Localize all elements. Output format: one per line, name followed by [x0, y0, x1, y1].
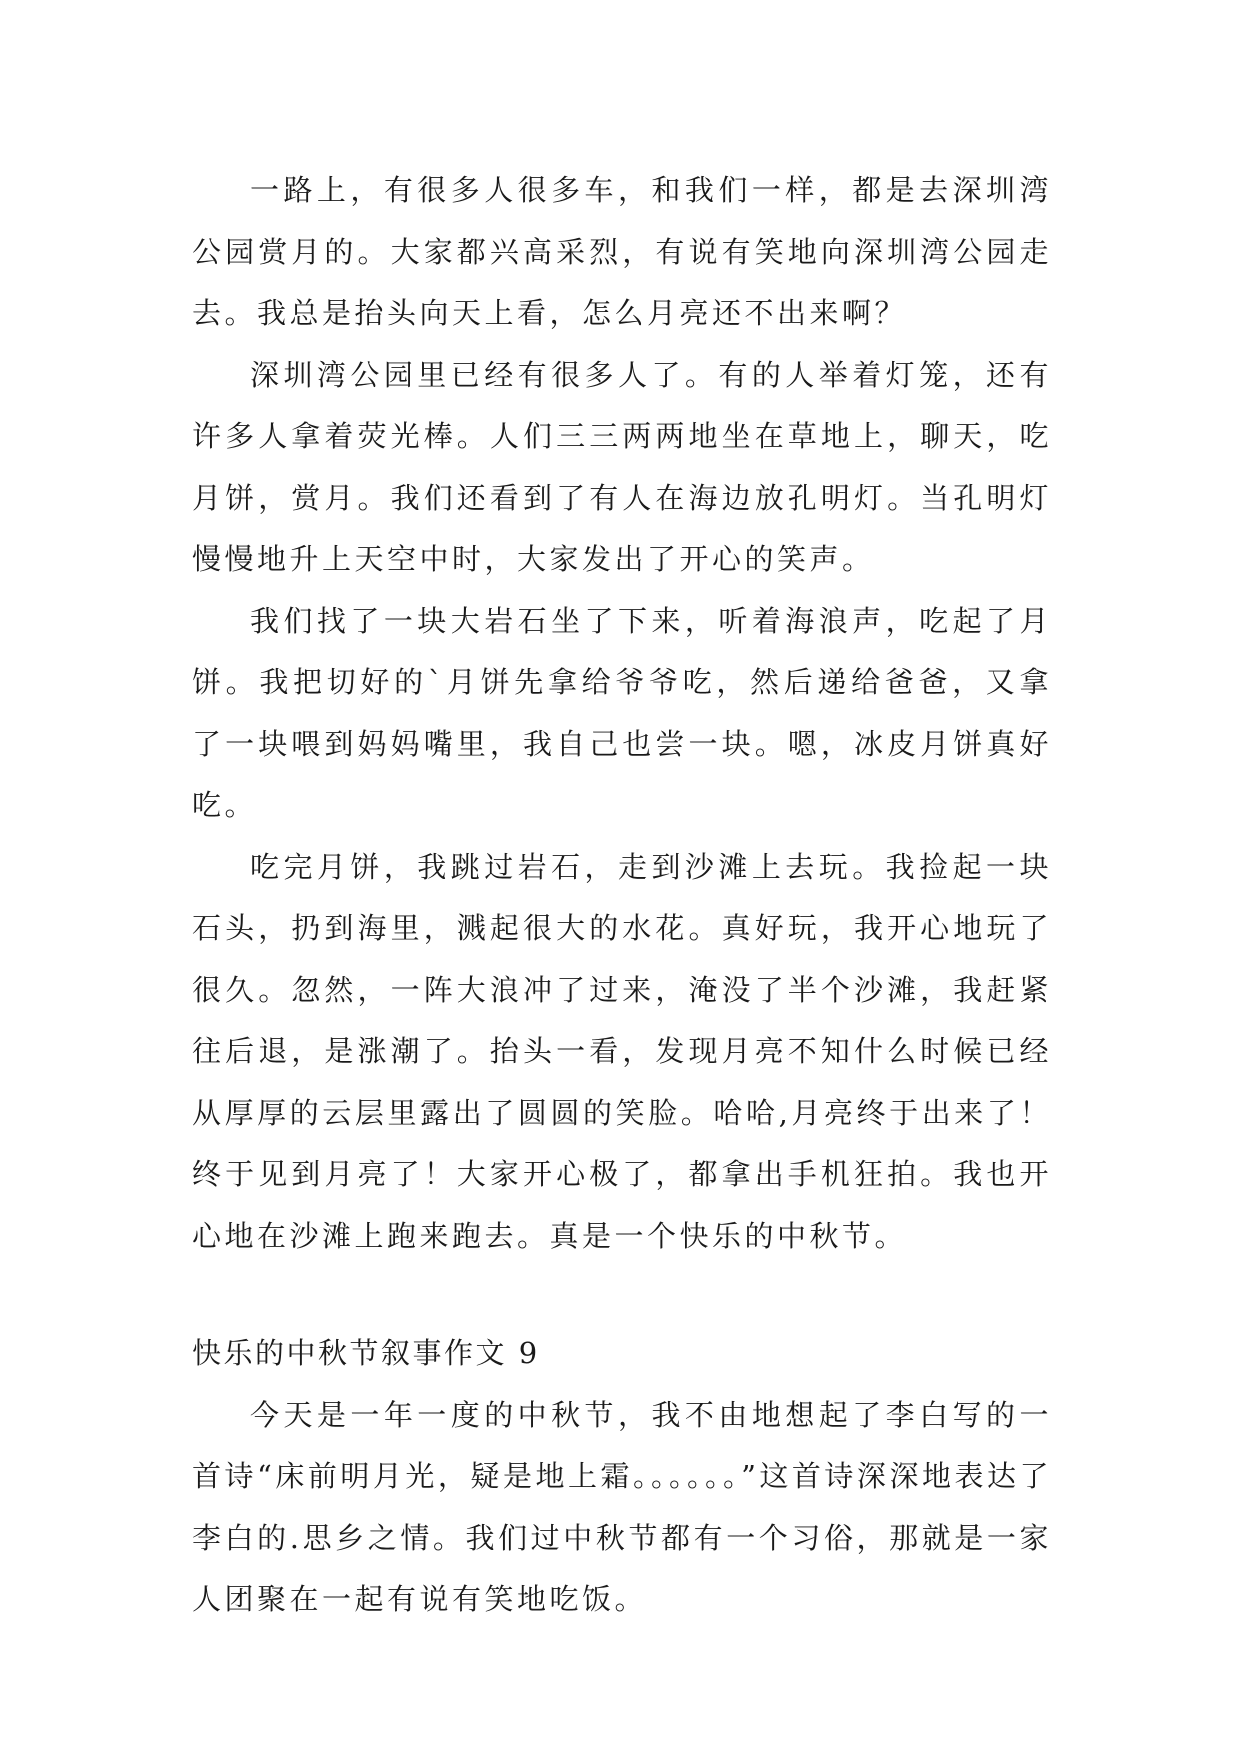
section-title: 快乐的中秋节叙事作文 9: [192, 1336, 540, 1370]
paragraph: 一路上，有很多人很多车，和我们一样，都是去深圳湾公园赏月的。大家都兴高采烈，有说有笑地向深圳湾公园走去。我总是抬头向天上看，怎么月亮还不出来啊？: [192, 173, 1052, 330]
paragraph: 我们找了一块大岩石坐了下来，听着海浪声，吃起了月饼。我把切好的`月饼先拿给爷爷吃，然后递给爸爸，又拿了一块喂到妈妈嘴里，我自己也尝一块。嗯，冰皮月饼真好吃。: [192, 603, 1052, 822]
paragraph: 今天是一年一度的中秋节，我不由地想起了李白写的一首诗“床前明月光，疑是地上霜。。。。。。”这首诗深深地表达了李白的.思乡之情。我们过中秋节都有一个习俗，那就是一家人团聚在一起有说有笑地吃饭。: [192, 1397, 1052, 1616]
paragraph: 吃完月饼，我跳过岩石，走到沙滩上去玩。我捡起一块石头，扔到海里，溅起很大的水花。真好玩，我开心地玩了很久。忽然，一阵大浪冲了过来，淹没了半个沙滩，我赶紧往后退，是涨潮了。抬头一看，发现月亮不知什么时候已经从厚厚的云层里露出了圆圆的笑脸。哈哈,月亮终于出来了！终于见到月亮了！大家开心极了，都拿出手机狂拍。我也开心地在沙滩上跑来跑去。真是一个快乐的中秋节。: [192, 849, 1052, 1253]
document-page: [192, 160, 1052, 1631]
paragraph: 深圳湾公园里已经有很多人了。有的人举着灯笼，还有许多人拿着荧光棒。人们三三两两地坐在草地上，聊天，吃月饼，赏月。我们还看到了有人在海边放孔明灯。当孔明灯慢慢地升上天空中时，大家发出了开心的笑声。: [192, 357, 1052, 576]
